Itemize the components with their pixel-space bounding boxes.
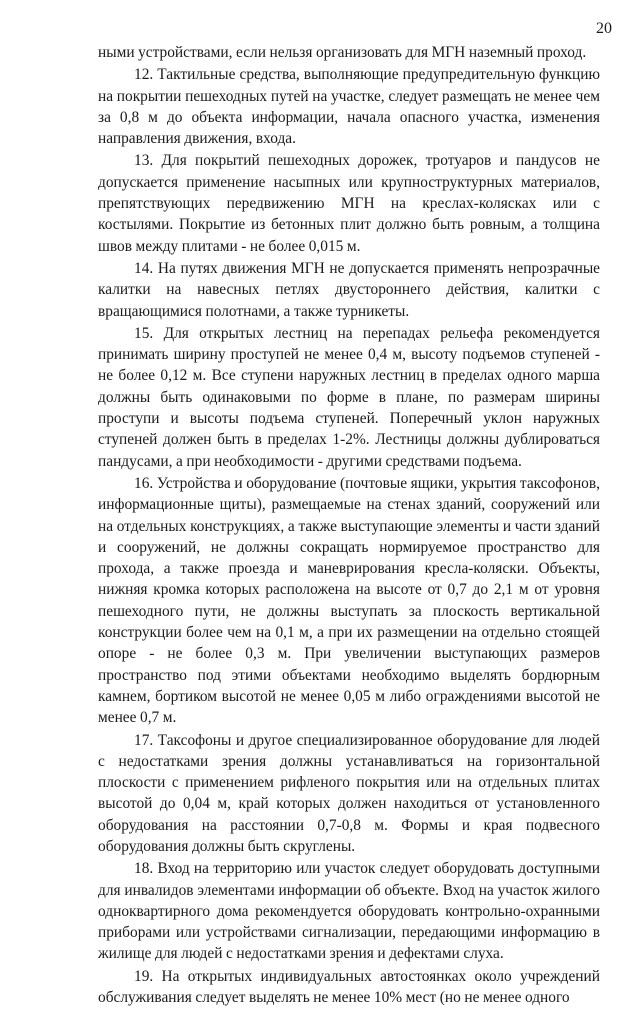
paragraph-17: 17. Таксофоны и другое специализированное оборудование для людей с недостатками зрения должны устанавливаться на горизонтальной плоскости с применением рифленого покрытия или на отдельных плитах высотой до 0,04 м, край которых должен находиться от установленного оборудования на расстоянии 0,7-0,8 м. Формы и края подвесного оборудования должны быть скруглены. bbox=[98, 731, 600, 855]
paragraph-18: 18. Вход на территорию или участок следует оборудовать доступными для инвалидов элементами информации об объекте. Вход на участок жилого одноквартирного дома рекомендуется оборудовать контрольно-охранными приборами или устройствами сигнализации, передающими информацию в жилище для людей с недостатками зрения и дефектами слуха. bbox=[98, 860, 600, 963]
body-text bbox=[98, 42, 600, 1009]
paragraph-15: 15. Для открытых лестниц на перепадах рельефа рекомендуется принимать ширину проступей не менее 0,4 м, высоту подъемов ступеней - не более 0,12 м. Все ступени наружных лестниц в пределах одного марша должны быть одинаковыми по форме в плане, по размерам ширины проступи и высоты подъема ступеней. Поперечный уклон наружных ступеней должен быть в пределах 1-2%. Лестницы должны дублироваться пандусами, а при необходимости - другими средствами подъема. bbox=[98, 324, 600, 470]
paragraph-12: 12. Тактильные средства, выполняющие предупредительную функцию на покрытии пешеходных путей на участке, следует размещать не менее чем за 0,8 м до объекта информации, начала опасного участка, изменения направления движения, входа. bbox=[98, 66, 600, 148]
paragraph-continuation: ными устройствами, если нельзя организовать для МГН наземный проход. bbox=[98, 44, 587, 61]
page-number: 20 bbox=[596, 20, 612, 37]
paragraph-14: 14. На путях движения МГН не допускается применять непрозрачные калитки на навесных петлях двустороннего действия, калитки с вращающимися полотнами, а также турникеты. bbox=[98, 259, 600, 320]
paragraph-13: 13. Для покрытий пешеходных дорожек, тротуаров и пандусов не допускается применение насыпных или крупноструктурных материалов, препятствующих передвижению МГН на креслах-колясках или с костылями. Покрытие из бетонных плит должно быть ровным, а толщина швов между плитами - не более 0,015 м. bbox=[98, 152, 600, 255]
paragraph-19: 19. На открытых индивидуальных автостоянках около учреждений обслуживания следует выделять не менее 10% мест (но не менее одного bbox=[98, 967, 600, 1007]
paragraph-16: 16. Устройства и оборудование (почтовые ящики, укрытия таксофонов, информационные щиты), размещаемые на стенах зданий, сооружений или на отдельных конструкциях, а также выступающие элементы и части зданий и сооружений, не должны сокращать нормируемое пространство для прохода, а также проезда и маневрирования кресла-коляски. Объекты, нижняя кромка которых расположена на высоте от 0,7 до 2,1 м от уровня пешеходного пути, не должны выступать за плоскость вертикальной конструкции более чем на 0,1 м, а при их размещении на отдельно стоящей опоре - не более 0,3 м. При увеличении выступающих размеров пространство под этими объектами необходимо выделять бордюрным камнем, бортиком высотой не менее 0,05 м либо ограждениями высотой не менее 0,7 м. bbox=[98, 474, 600, 727]
